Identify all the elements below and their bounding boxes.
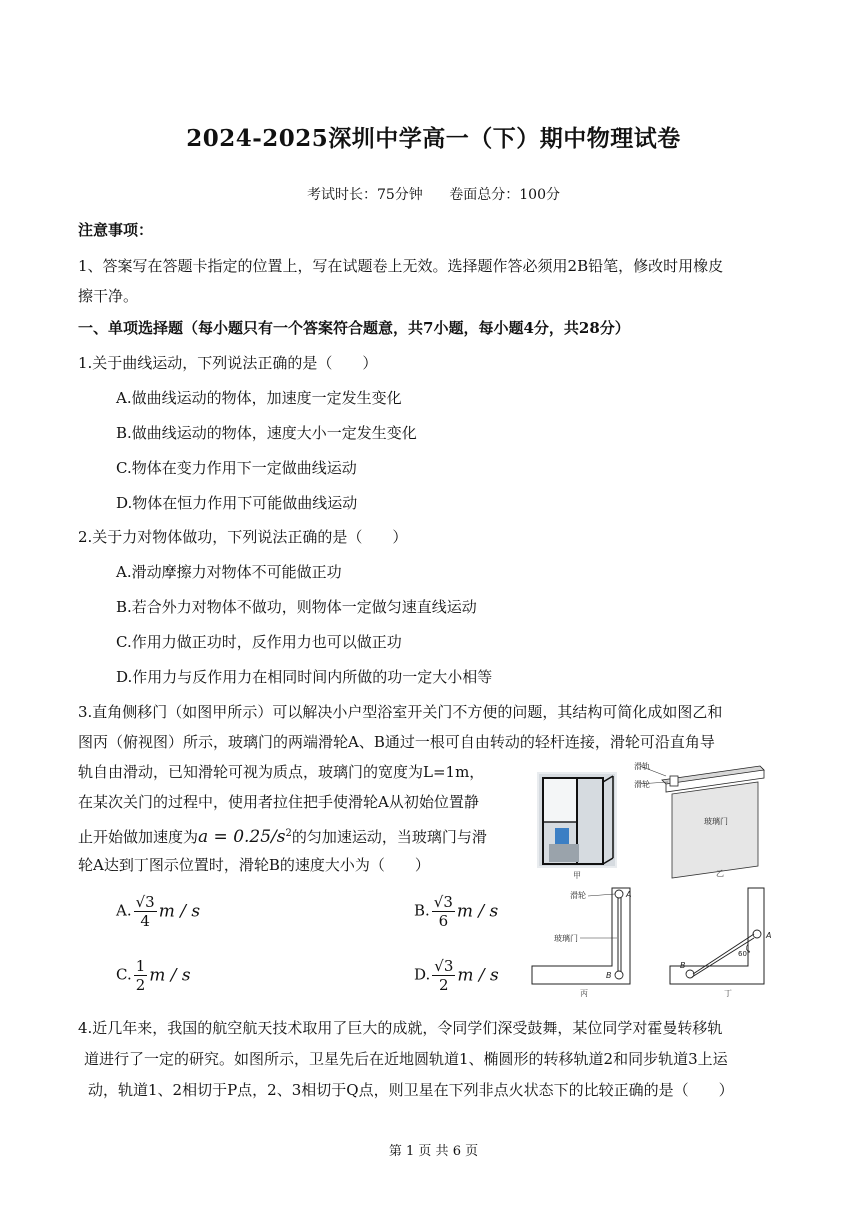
section-heading: 一、单项选择题（每小题只有一个答案符合题意，共7小题，每小题4分，共28分） xyxy=(78,319,630,337)
q3-formula: a = 0.25/s xyxy=(198,827,286,847)
q1-option-c: C.物体在变力作用下一定做曲线运动 xyxy=(116,459,357,477)
q2-option-b: B.若合外力对物体不做功，则物体一定做匀速直线运动 xyxy=(116,598,477,616)
figure-jia-photo xyxy=(537,772,617,880)
q4-line-1: 4.近几年来，我国的航空航天技术取用了巨大的成就，令同学们深受鼓舞，某位同学对霍曼转移轨 xyxy=(78,1019,723,1037)
q3-formula-sup: 2 xyxy=(285,828,292,839)
q3-option-b-unit: m / s xyxy=(456,901,499,922)
figure-bing-label: 丙 xyxy=(580,989,588,998)
figure-bing-point-b: B xyxy=(606,971,612,980)
q3-option-a-fraction xyxy=(134,893,157,930)
notice-heading: 注意事项： xyxy=(78,221,154,239)
q2-stem: 2.关于力对物体做功，下列说法正确的是（ ） xyxy=(78,528,408,546)
q2-option-c: C.作用力做正功时，反作用力也可以做正功 xyxy=(116,633,402,651)
q3-line-3: 轨自由滑动，已知滑轮可视为质点，玻璃门的宽度为L=1m， xyxy=(78,763,485,781)
figure-ding-point-b: B xyxy=(680,961,686,970)
q3-line-2: 图丙（俯视图）所示，玻璃门的两端滑轮A、B通过一根可自由转动的轻杆连接，滑轮可沿直角导 xyxy=(78,733,715,751)
figure-yi-huagui: 滑轨 xyxy=(634,762,650,771)
q3-option-a-letter: A. xyxy=(116,901,132,920)
q3-line-5-prefix: 止开始做加速度为 xyxy=(78,828,199,846)
exam-title: 2024-2025深圳中学高一（下）期中物理试卷 xyxy=(186,125,681,152)
q3-option-d-unit: m / s xyxy=(457,965,499,986)
q3-option-d-fraction xyxy=(432,957,455,994)
q3-option-c xyxy=(116,957,191,994)
q3-option-d xyxy=(414,957,499,994)
q3-option-b xyxy=(414,893,498,930)
q3-line-5-suffix: 的匀加速运动，当玻璃门与滑 xyxy=(291,828,487,846)
exam-meta xyxy=(0,184,867,204)
q3-option-b-letter: B. xyxy=(414,901,430,920)
figure-ding xyxy=(664,882,784,1000)
q3-option-a-num: √3 xyxy=(135,893,155,911)
q1-option-a: A.做曲线运动的物体，加速度一定发生变化 xyxy=(116,389,402,407)
q3-line-6: 轮A达到丁图示位置时，滑轮B的速度大小为（ ） xyxy=(78,856,430,874)
q3-option-c-fraction xyxy=(134,957,148,994)
q3-line-1: 3.直角侧移门（如图甲所示）可以解决小户型浴室开关门不方便的问题，其结构可简化成如图乙和 xyxy=(78,703,723,721)
figure-bing-diagram xyxy=(528,882,644,1000)
q3-option-b-den: 6 xyxy=(438,912,449,930)
q3-option-b-num: √3 xyxy=(433,893,453,911)
q3-line-5 xyxy=(78,824,487,847)
figure-yi-hualun: 滑轮 xyxy=(634,780,650,789)
figure-bing xyxy=(528,882,644,1000)
q3-line-4: 在某次关门的过程中，使用者拉住把手使滑轮A从初始位置静 xyxy=(78,793,479,811)
page-footer: 第 1 页 共 6 页 xyxy=(388,1144,479,1159)
figure-jia xyxy=(537,772,617,880)
q3-option-c-letter: C. xyxy=(116,965,132,984)
q3-option-a-den: 4 xyxy=(140,912,150,930)
exam-duration: 考试时长：75分钟 xyxy=(306,187,423,203)
q1-option-d: D.物体在恒力作用下可能做曲线运动 xyxy=(116,494,358,512)
q3-option-d-den: 2 xyxy=(439,976,449,994)
q3-option-d-num: √3 xyxy=(434,957,454,975)
figure-yi-diagram xyxy=(632,762,772,880)
q3-option-a xyxy=(116,893,200,930)
q4-line-3: 动，轨道1、2相切于P点，2、3相切于Q点，则卫星在下列非点火状态下的比较正确的是（ ） xyxy=(88,1081,734,1099)
figure-ding-angle: 60° xyxy=(738,950,751,958)
figure-jia-label: 甲 xyxy=(573,871,581,880)
q3-option-b-fraction xyxy=(432,893,455,930)
notice-line-2: 擦干净。 xyxy=(78,287,139,305)
q3-option-c-den: 2 xyxy=(135,976,146,994)
figure-yi xyxy=(632,762,772,880)
q1-option-b: B.做曲线运动的物体，速度大小一定发生变化 xyxy=(116,424,417,442)
figure-bing-hualun: 滑轮 xyxy=(570,891,586,900)
q1-stem: 1.关于曲线运动，下列说法正确的是（ ） xyxy=(78,354,378,372)
figure-ding-diagram xyxy=(664,882,784,1000)
notice-line-1: 1、答案写在答题卡指定的位置上，写在试题卷上无效。选择题作答必须用2B铅笔，修改时用橡皮 xyxy=(78,257,724,275)
figure-bing-bolimen: 玻璃门 xyxy=(554,934,578,943)
q3-option-d-letter: D. xyxy=(414,965,431,984)
q2-option-d: D.作用力与反作用力在相同时间内所做的功一定大小相等 xyxy=(116,668,493,686)
figure-ding-point-a: A xyxy=(766,931,772,940)
figure-yi-bolimen: 玻璃门 xyxy=(704,817,728,826)
exam-total-score: 卷面总分：100分 xyxy=(449,187,560,203)
q3-option-a-unit: m / s xyxy=(158,901,201,922)
figure-yi-label: 乙 xyxy=(716,869,724,878)
figure-bing-point-a: A xyxy=(626,890,632,899)
q3-option-c-unit: m / s xyxy=(149,965,191,986)
figure-ding-label: 丁 xyxy=(724,989,732,998)
q4-line-2: 道进行了一定的研究。如图所示，卫星先后在近地圆轨道1、椭圆形的转移轨道2和同步轨道3上运 xyxy=(84,1050,728,1068)
q3-option-c-num: 1 xyxy=(135,957,146,975)
q2-option-a: A.滑动摩擦力对物体不可能做正功 xyxy=(116,563,342,581)
